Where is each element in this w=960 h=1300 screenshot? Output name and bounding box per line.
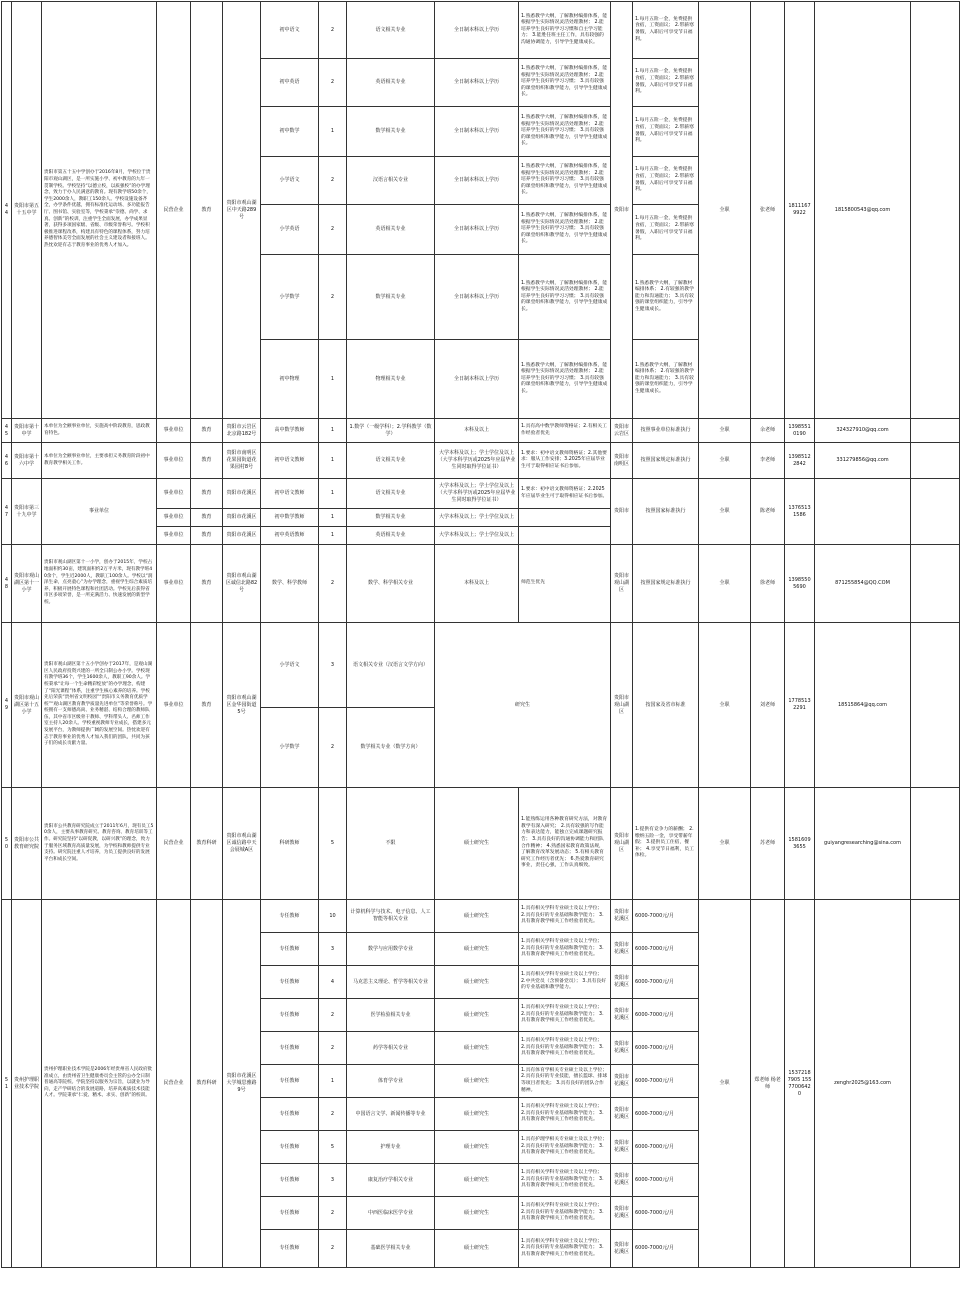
education-requirement: 大学本科及以上；学士学位及以上 [435, 509, 519, 527]
contact-person: 刘老师 [751, 623, 785, 788]
post-name: 专任教师 [261, 1098, 319, 1131]
contact-email: guiyangresearching@sina.com [815, 788, 911, 900]
table-row [2, 443, 960, 479]
recruitment-table [1, 1, 960, 1268]
row-number: 48 [2, 545, 12, 623]
employer-intro: 贵阳市观山湖区第十五小学创办于2017年，是观山湖区人民政府投资兴建的一所全日制公办小学。学校现有教学班36个，学生1600余人，教职工90余人。学校秉承“让每一个生命精彩绽放”的办学理念，构建了“阳光课程”体系，注重学生核心素养的培养。学校先后荣获“贵州省文明校园”“贵阳市义务教育优质学校”“观山湖区教育教学质量先进单位”等荣誉称号。学校拥有一支师德高尚、业务精湛、结构合理的教师队伍，其中省市区级骨干教师、学科带头人、名师工作室主持人20余人。学校重视教师专业成长，搭建多元发展平台，为教师提供广阔的发展空间。热忱欢迎有志于教育事业的优秀人才加入我们的团队，共同为孩子们的成长贡献力量。 [42, 623, 157, 788]
table-row [2, 419, 960, 443]
salary-benefits: 1.每月五险一金，免费提供食宿，工资面议； 2.带薪寒暑假，入职后可享受节日福利。 [633, 157, 699, 205]
salary-benefits: 6000-7000元/月 [633, 1131, 699, 1164]
education-requirement: 硕士研究生 [435, 933, 519, 966]
major-requirement: 英语相关专业 [347, 59, 435, 107]
education-requirement: 全日制本科以上学历 [435, 205, 519, 255]
industry: 教育科研 [191, 900, 223, 1268]
post-count: 2 [319, 545, 347, 623]
contact-email: 871255854@QQ.COM [815, 545, 911, 623]
education-requirement: 硕士研究生 [435, 1032, 519, 1065]
work-location: 贵阳市花溪区 [611, 999, 633, 1032]
post-count: 1 [319, 479, 347, 509]
employer-name: 贵阳市观山湖区第十一小学 [12, 545, 42, 623]
post-count: 3 [319, 623, 347, 708]
blank-cell [911, 545, 960, 623]
work-location: 贵阳市云岩区 [611, 419, 633, 443]
other-requirement: 1.能熟练运用各种教育研究方法，对教育教学有深入研究； 2.具有较强的写作能力和表达能力，能独立完成课题研究报告； 3.具有良好的沟通协调能力和团队合作精神； 4.熟悉国家教育政策法规，了解教育改革发展动态； 5.有相关教育研究工作经历者优先； 6.热爱教育研究事业，责任心强，工作认真细致。 [519, 788, 611, 900]
contact-phone: 17785132291 [785, 623, 815, 788]
employer-address: 贵阳市南明区花果园街道花果园村8号 [223, 443, 261, 479]
recruit-type: 全职 [699, 900, 751, 1268]
education-requirement: 全日制本科以上学历 [435, 255, 519, 340]
contact-person: 余老师 [751, 419, 785, 443]
salary-benefits: 按照国家规定标准执行 [633, 545, 699, 623]
other-requirement: 1.要求：初中语文教师资格证；2.2025年应届毕业生可于取得相应证书后参加。 [519, 479, 611, 509]
employer-nature: 民营企业 [157, 900, 191, 1268]
post-count: 2 [319, 59, 347, 107]
major-requirement: 语文相关专业 [347, 443, 435, 479]
contact-phone: 15372187905 15577006420 [785, 900, 815, 1268]
other-requirement: 1.熟悉教学大纲，了解教材编排体系，能根据学生实际情况灵活处理教材； 2.能培养学生良好的学习习惯； 3.具有较强的课堂组织和教学能力，引导学生健康成长。 [519, 255, 611, 340]
employer-address: 贵阳市观山湖区诚信路中天会展城A区 [223, 788, 261, 900]
employer-address: 贵阳市云岩区北京路182号 [223, 419, 261, 443]
education-requirement: 大学本科及以上；学士学位及以上（大学本科学历或2025年应届毕业生同时取得学位证书） [435, 443, 519, 479]
industry: 教育 [191, 2, 223, 419]
employer-nature: 事业单位 [157, 419, 191, 443]
education-requirement: 全日制本科以上学历 [435, 157, 519, 205]
contact-email [815, 479, 911, 545]
employer-nature: 事业单位 [157, 479, 191, 509]
salary-benefits: 6000-7000元/月 [633, 1098, 699, 1131]
post-name: 小学英语 [261, 205, 319, 255]
employer-address: 贵阳市花溪区 [223, 509, 261, 527]
employer-intro: 贵阳市观山湖区第十一小学，创办于2015年，学校占地面积约30亩，建筑面积约2万平方米，现有教学班40余个，学生近2000人，教职工100余人。学校以“润泽生命，点亮童心”为办学理念，重视学生综合素质培养，积极开展特色课程和社团活动。学校先后获得省市区多项荣誉，是一所充满活力、快速发展的新型学校。 [42, 545, 157, 623]
blank-cell [911, 788, 960, 900]
work-location: 贵阳市花溪区 [611, 900, 633, 933]
post-count: 2 [319, 2, 347, 59]
salary-benefits: 1.每月五险一金，免费提供食宿，工资面议； 2.带薪寒暑假，入职后可享受节日福利。 [633, 2, 699, 59]
industry: 教育 [191, 479, 223, 509]
education-requirement: 硕士研究生 [435, 1197, 519, 1230]
contact-phone: 13765131586 [785, 479, 815, 545]
major-requirement: 数学相关专业（数学方向） [347, 708, 435, 788]
other-requirement: 1.具有相关学科专业硕士及以上学位； 2.具有良好的专业基础和教学能力； 3.具有教育教学相关工作经验者优先。 [519, 1197, 611, 1230]
contact-person: 李老师 [751, 443, 785, 479]
work-location: 贵阳市 [611, 479, 633, 545]
employer-nature: 事业单位 [157, 623, 191, 788]
education-requirement: 大学本科及以上；学士学位及以上 [435, 527, 519, 545]
post-count: 2 [319, 1098, 347, 1131]
industry: 教育 [191, 527, 223, 545]
employer-address: 贵阳市花溪区 [223, 527, 261, 545]
other-requirement [519, 527, 611, 545]
major-requirement: 数学与应用数学专业 [347, 933, 435, 966]
employer-name: 贵阳市第十六中学 [12, 443, 42, 479]
post-count: 2 [319, 1197, 347, 1230]
recruit-type: 全职 [699, 479, 751, 545]
recruit-type: 全职 [699, 545, 751, 623]
employer-address: 贵阳市观山湖区中天路289号 [223, 2, 261, 419]
post-name: 专任教师 [261, 966, 319, 999]
post-name: 专任教师 [261, 999, 319, 1032]
post-count: 1 [319, 1065, 347, 1098]
other-requirement: 1.具有相关学科专业硕士及以上学位； 2.具有良好的专业基础和教学能力； 3.具有教育教学相关工作经验者优先。 [519, 933, 611, 966]
salary-benefits: 6000-7000元/月 [633, 966, 699, 999]
other-requirement: 1.熟悉教学大纲，了解教材编排体系，能根据学生实际情况灵活处理教材； 2.能培养学生良好的学习习惯； 3.具有较强的课堂组织和教学能力，引导学生健康成长。 [519, 205, 611, 255]
work-location: 贵阳市南明区 [611, 443, 633, 479]
contact-phone: 18111679922 [785, 2, 815, 419]
major-requirement: 语文相关专业 [347, 479, 435, 509]
recruit-type: 全职 [699, 443, 751, 479]
employer-intro: 本单位为全额事业单位，主要承担义务教育阶段初中教育教学相关工作。 [42, 443, 157, 479]
salary-benefits: 6000-7000元/月 [633, 1197, 699, 1230]
other-requirement: 1.具有相关学科专业硕士及以上学位； 2.具有良好的专业基础和教学能力； 3.具有教育教学相关工作经验者优先。 [519, 1098, 611, 1131]
employer-intro: 贵州护理职业技术学院是2006年经贵州省人民政府批准成立，由贵州省卫生健康委员会主管的公办全日制普通高等院校。学院坚持以服务为宗旨，以就业为导向，走产学研结合的发展道路，培养高素质技术技能人才。学院秉承“仁爱、精术、求实、创新”的校训。 [42, 900, 157, 1268]
blank-cell [911, 479, 960, 545]
salary-benefits: 按照事业单位标准执行 [633, 419, 699, 443]
salary-benefits: 1.每月五险一金，免费提供食宿，工资面议； 2.带薪寒暑假，入职后可享受节日福利。 [633, 59, 699, 107]
employer-name: 贵阳市第三十九中学 [12, 479, 42, 545]
table-row [2, 900, 960, 933]
work-location: 贵阳市花溪区 [611, 1164, 633, 1197]
employer-address: 贵阳市花溪区大学城思雅路9号 [223, 900, 261, 1268]
work-location: 贵阳市花溪区 [611, 1098, 633, 1131]
employer-name: 贵阳市公共教育研究院 [12, 788, 42, 900]
post-name: 专任教师 [261, 1197, 319, 1230]
post-name: 专任教师 [261, 900, 319, 933]
industry: 教育科研 [191, 788, 223, 900]
post-count: 2 [319, 157, 347, 205]
table-row [2, 545, 960, 623]
blank-cell [911, 2, 960, 419]
contact-phone: 13985505690 [785, 545, 815, 623]
work-location: 贵阳市花溪区 [611, 966, 633, 999]
post-name: 初中语文 [261, 2, 319, 59]
post-count: 1 [319, 419, 347, 443]
post-name: 专任教师 [261, 1131, 319, 1164]
major-requirement: 不限 [347, 788, 435, 900]
major-requirement: 体育学专业 [347, 1065, 435, 1098]
education-requirement: 硕士研究生 [435, 1164, 519, 1197]
table-row [2, 479, 960, 509]
row-number: 49 [2, 623, 12, 788]
major-requirement: 汉语言相关专业 [347, 157, 435, 205]
post-name: 初中数学 [261, 107, 319, 157]
work-location: 贵阳市观山湖区 [611, 545, 633, 623]
major-requirement: 语文相关专业（汉语言文学方向） [347, 623, 435, 708]
education-requirement: 硕士研究生 [435, 1065, 519, 1098]
employer-name: 贵州护理职业技术学院 [12, 900, 42, 1268]
post-count: 2 [319, 1032, 347, 1065]
employer-intro: 事业单位 [42, 479, 157, 545]
salary-benefits: 1.熟悉教学大纲，了解教材编排体系； 2.有较强的教学能力和沟通能力； 3.具有较强的课堂组织能力，引导学生健康成长。 [633, 255, 699, 340]
table-row [2, 2, 960, 59]
post-name: 初中语文教师 [261, 443, 319, 479]
major-requirement: 英语相关专业 [347, 205, 435, 255]
contact-email: 1815800543@qq.com [815, 2, 911, 419]
salary-benefits: 6000-7000元/月 [633, 1230, 699, 1268]
major-requirement: 数学相关专业 [347, 509, 435, 527]
major-requirement: 药学等相关专业 [347, 1032, 435, 1065]
other-requirement: 1.具有相关学科专业硕士及以上学位； 2.具有良好的专业基础和教学能力； 3.具有教育教学相关工作经验者优先。 [519, 900, 611, 933]
row-number: 47 [2, 479, 12, 545]
post-name: 专任教师 [261, 1164, 319, 1197]
recruit-type: 全职 [699, 623, 751, 788]
other-requirement: 1.具有相关学科专业硕士及以上学位； 2.中共党员（含预备党员）； 3.具有良好的专业基础和教学能力。 [519, 966, 611, 999]
employer-nature: 事业单位 [157, 527, 191, 545]
employer-name: 贵阳市第五十五中学 [12, 2, 42, 419]
education-requirement: 大学本科及以上；学士学位及以上（大学本科学历或2025年应届毕业生同时取得学位证书） [435, 479, 519, 509]
employer-intro: 本单位为全额事业单位，实施高中阶段教育，思政教育特色。 [42, 419, 157, 443]
salary-benefits: 6000-7000元/月 [633, 900, 699, 933]
work-location: 贵阳市花溪区 [611, 1131, 633, 1164]
post-count: 2 [319, 999, 347, 1032]
post-count: 3 [319, 1164, 347, 1197]
post-name: 初中语文教师 [261, 479, 319, 509]
salary-benefits: 按国家及省市标准 [633, 623, 699, 788]
row-number: 51 [2, 900, 12, 1268]
major-requirement: 护理专业 [347, 1131, 435, 1164]
major-requirement: 物理相关专业 [347, 340, 435, 419]
employer-nature: 事业单位 [157, 509, 191, 527]
other-requirement: 1.具有相关学科专业硕士及以上学位； 2.具有良好的专业基础和教学能力； 3.具有教育教学相关工作经验者优先。 [519, 999, 611, 1032]
employer-intro: 贵阳市第五十五中学创办于2016年8月，学校位于贵阳市观山湖区，是一所实施小学、初中教育的九年一贯制学校。学校坚持“以德立校，以质强校”的办学理念，致力于办人民满意的教育。现有教学班50余个，学生2000余人，教职工150余人。学校设施设备齐全，办学条件优越，拥有标准化运动场、多功能报告厅、图书馆、实验室等，学校秉承“崇德、尚学、求真、创新”的校训，注重学生全面发展，办学成果显著，获得多项国家级、省级、市级荣誉称号。学校积极推进课程改革，构建具有特色的课程体系，努力培养德智体美劳全面发展的社会主义建设者和接班人。热忱欢迎有志于教育事业的优秀人才加入。 [42, 2, 157, 419]
table-row [2, 788, 960, 900]
post-count: 1 [319, 107, 347, 157]
major-requirement: 中西医临床医学专业 [347, 1197, 435, 1230]
row-number: 50 [2, 788, 12, 900]
contact-person: 徐老师 [751, 545, 785, 623]
salary-benefits: 6000-7000元/月 [633, 1032, 699, 1065]
major-requirement: 数学、科学相关专业 [347, 545, 435, 623]
contact-phone: 13985510190 [785, 419, 815, 443]
work-location: 贵阳市花溪区 [611, 1230, 633, 1268]
contact-person: 张老师 [751, 2, 785, 419]
education-requirement: 硕士研究生 [435, 1098, 519, 1131]
work-location: 贵阳市观山湖区 [611, 623, 633, 788]
post-name: 专任教师 [261, 1032, 319, 1065]
education-requirement: 本科及以上 [435, 419, 519, 443]
post-count: 1 [319, 509, 347, 527]
post-count: 1 [319, 443, 347, 479]
other-requirement: 1.具有体育学相关专业硕士及以上学位； 2.具有良好的专业技能，擅长篮球、排球等项目者优先； 3.具有良好的团队合作精神。 [519, 1065, 611, 1098]
salary-benefits: 1.每月五险一金，免费提供食宿，工资面议； 2.带薪寒暑假，入职后可享受节日福利。 [633, 205, 699, 255]
recruit-type: 全职 [699, 788, 751, 900]
row-number: 46 [2, 443, 12, 479]
post-name: 专任教师 [261, 933, 319, 966]
employer-nature: 事业单位 [157, 545, 191, 623]
contact-person: 郑老师 杨老师 [751, 900, 785, 1268]
salary-benefits: 6000-7000元/月 [633, 1164, 699, 1197]
row-number: 44 [2, 2, 12, 419]
post-count: 2 [319, 708, 347, 788]
post-name: 科研教师 [261, 788, 319, 900]
contact-person: 苏老师 [751, 788, 785, 900]
education-requirement: 研究生 [435, 623, 611, 788]
employer-nature: 事业单位 [157, 443, 191, 479]
major-requirement: 中国语言文学、新闻传播等专业 [347, 1098, 435, 1131]
employer-nature: 民营企业 [157, 788, 191, 900]
post-name: 专任教师 [261, 1230, 319, 1268]
blank-cell [911, 443, 960, 479]
post-name: 专任教师 [261, 1065, 319, 1098]
blank-cell [911, 419, 960, 443]
major-requirement: 康复治疗学相关专业 [347, 1164, 435, 1197]
employer-address: 贵阳市观山湖区诚信北路82号 [223, 545, 261, 623]
other-requirement: 1.具有相关学科专业硕士及以上学位； 2.具有良好的专业基础和教学能力； 3.具有教育教学相关工作经验者优先。 [519, 1164, 611, 1197]
post-name: 小学数学 [261, 708, 319, 788]
salary-benefits: 1.每月五险一金，免费提供食宿，工资面议； 2.带薪寒暑假，入职后可享受节日福利。 [633, 107, 699, 157]
other-requirement [519, 509, 611, 527]
other-requirement: 1.具有相关学科专业硕士及以上学位； 2.具有良好的专业基础和教学能力； 3.具有教育教学相关工作经验者优先。 [519, 1230, 611, 1268]
major-requirement: 计算机科学与技术、电子信息、人工智能等相关专业 [347, 900, 435, 933]
salary-benefits: 1.熟悉教学大纲，了解教材编排体系； 2.有较强的教学能力和沟通能力； 3.具有较强的课堂组织能力，引导学生健康成长。 [633, 340, 699, 419]
post-name: 初中英语 [261, 59, 319, 107]
post-name: 初中英语教师 [261, 527, 319, 545]
post-count: 1 [319, 527, 347, 545]
post-count: 2 [319, 1230, 347, 1268]
major-requirement: 数学相关专业 [347, 107, 435, 157]
education-requirement: 硕士研究生 [435, 1230, 519, 1268]
salary-benefits: 1.提供有竞争力的薪酬； 2.缴纳五险一金，享受带薪年假； 3.提供员工住宿，餐补； 4.享受节日福利，员工体检。 [633, 788, 699, 900]
work-location: 贵阳市花溪区 [611, 1197, 633, 1230]
other-requirement: 1.要求：初中语文教师资格证；2.其他要求：服从工作安排；3.2025年应届毕业生可于取得相应证书后参加。 [519, 443, 611, 479]
employer-name: 贵阳市观山湖区第十五小学 [12, 623, 42, 788]
post-count: 5 [319, 788, 347, 900]
table-row [2, 623, 960, 708]
industry: 教育 [191, 509, 223, 527]
education-requirement: 全日制本科以上学历 [435, 59, 519, 107]
contact-email: 324327910@qq.com [815, 419, 911, 443]
contact-phone: 15816093655 [785, 788, 815, 900]
other-requirement: 1.具有护理学相关专业硕士及以上学位； 2.具有良好的专业基础和教学能力； 3.具有教育教学相关工作经验者优先。 [519, 1131, 611, 1164]
education-requirement: 本科及以上 [435, 545, 519, 623]
post-count: 5 [319, 1131, 347, 1164]
salary-benefits: 按照国家标准执行 [633, 479, 699, 545]
salary-benefits: 6000-7000元/月 [633, 933, 699, 966]
other-requirement: 1.熟悉教学大纲，了解教材编排体系，能根据学生实际情况灵活处理教材； 2.能培养学生良好的学习习惯； 3.具有较强的课堂组织和教学能力，引导学生健康成长。 [519, 340, 611, 419]
major-requirement: 医学检验相关专业 [347, 999, 435, 1032]
education-requirement: 硕士研究生 [435, 966, 519, 999]
contact-email: 331279856@qq.com [815, 443, 911, 479]
recruit-type: 全职 [699, 419, 751, 443]
post-name: 数学、科学教师 [261, 545, 319, 623]
employer-address: 贵阳市花溪区 [223, 479, 261, 509]
major-requirement: 基础医学相关专业 [347, 1230, 435, 1268]
row-number: 45 [2, 419, 12, 443]
contact-phone: 13985122842 [785, 443, 815, 479]
work-location: 贵阳市观山湖区 [611, 788, 633, 900]
work-location: 贵阳市花溪区 [611, 933, 633, 966]
employer-nature: 民营企业 [157, 2, 191, 419]
post-name: 小学语文 [261, 157, 319, 205]
education-requirement: 全日制本科以上学历 [435, 340, 519, 419]
major-requirement: 语文相关专业 [347, 2, 435, 59]
industry: 教育 [191, 545, 223, 623]
contact-email: zenghr2025@163.com [815, 900, 911, 1268]
post-count: 3 [319, 933, 347, 966]
salary-benefits: 按照国家规定标准执行 [633, 443, 699, 479]
post-count: 2 [319, 255, 347, 340]
major-requirement: 数学相关专业 [347, 255, 435, 340]
work-location: 贵阳市花溪区 [611, 1065, 633, 1098]
post-count: 1 [319, 340, 347, 419]
employer-intro: 贵阳市公共教育研究院成立于2011年6月，现有员工50余人，主要从事教育研究、教育咨询、教育培训等工作。研究院坚持“以研促教，以研兴教”的理念，致力于服务区域教育高质量发展，为学校和教师提供专业支持。研究院注重人才培养，为员工提供良好的发展平台和成长空间。 [42, 788, 157, 900]
employer-address: 贵阳市观山湖区金华园街道5号 [223, 623, 261, 788]
contact-email: 18515864@qq.com [815, 623, 911, 788]
contact-person: 陈老师 [751, 479, 785, 545]
education-requirement: 硕士研究生 [435, 900, 519, 933]
other-requirement: 1.熟悉教学大纲，了解教材编排体系，能根据学生实际情况灵活处理教材； 2.能培养学生良好的学习习惯和自主学习能力； 3.能胜任班主任工作，具有较强的沟通协调能力，引导学生健康成长。 [519, 2, 611, 59]
education-requirement: 硕士研究生 [435, 999, 519, 1032]
other-requirement: 1.具有高中数学教师资格证；2.有相关工作经验者优先 [519, 419, 611, 443]
post-count: 4 [319, 966, 347, 999]
education-requirement: 硕士研究生 [435, 788, 519, 900]
other-requirement: 师范生优先 [519, 545, 611, 623]
work-location: 贵阳市花溪区 [611, 1032, 633, 1065]
recruit-type: 全职 [699, 2, 751, 419]
work-location: 贵阳市 [611, 2, 633, 419]
major-requirement: 马克思主义理论、哲学等相关专业 [347, 966, 435, 999]
other-requirement: 1.熟悉教学大纲，了解教材编排体系，能根据学生实际情况灵活处理教材； 2.能培养学生良好的学习习惯； 3.具有较强的课堂组织和教学能力，引导学生健康成长。 [519, 59, 611, 107]
post-name: 高中数学教师 [261, 419, 319, 443]
education-requirement: 全日制本科以上学历 [435, 2, 519, 59]
other-requirement: 1.具有相关学科专业硕士及以上学位； 2.具有良好的专业基础和教学能力； 3.具有教育教学相关工作经验者优先。 [519, 1032, 611, 1065]
post-name: 小学数学 [261, 255, 319, 340]
blank-cell [911, 623, 960, 788]
salary-benefits: 6000-7000元/月 [633, 1065, 699, 1098]
education-requirement: 硕士研究生 [435, 1131, 519, 1164]
blank-cell [911, 900, 960, 1268]
post-name: 初中数学教师 [261, 509, 319, 527]
post-name: 初中物理 [261, 340, 319, 419]
post-name: 小学语文 [261, 623, 319, 708]
industry: 教育 [191, 443, 223, 479]
major-requirement: 1.数学（一级学科）；2.学科教学（数学） [347, 419, 435, 443]
other-requirement: 1.熟悉教学大纲，了解教材编排体系，能根据学生实际情况灵活处理教材； 2.能培养学生良好的学习习惯； 3.具有较强的课堂组织和教学能力，引导学生健康成长。 [519, 107, 611, 157]
education-requirement: 全日制本科以上学历 [435, 107, 519, 157]
employer-name: 贵阳市第十中学 [12, 419, 42, 443]
post-count: 2 [319, 205, 347, 255]
post-count: 10 [319, 900, 347, 933]
industry: 教育 [191, 623, 223, 788]
major-requirement: 英语相关专业 [347, 527, 435, 545]
other-requirement: 1.熟悉教学大纲，了解教材编排体系，能根据学生实际情况灵活处理教材； 2.能培养学生良好的学习习惯； 3.具有较强的课堂组织和教学能力，引导学生健康成长。 [519, 157, 611, 205]
salary-benefits: 6000-7000元/月 [633, 999, 699, 1032]
industry: 教育 [191, 419, 223, 443]
